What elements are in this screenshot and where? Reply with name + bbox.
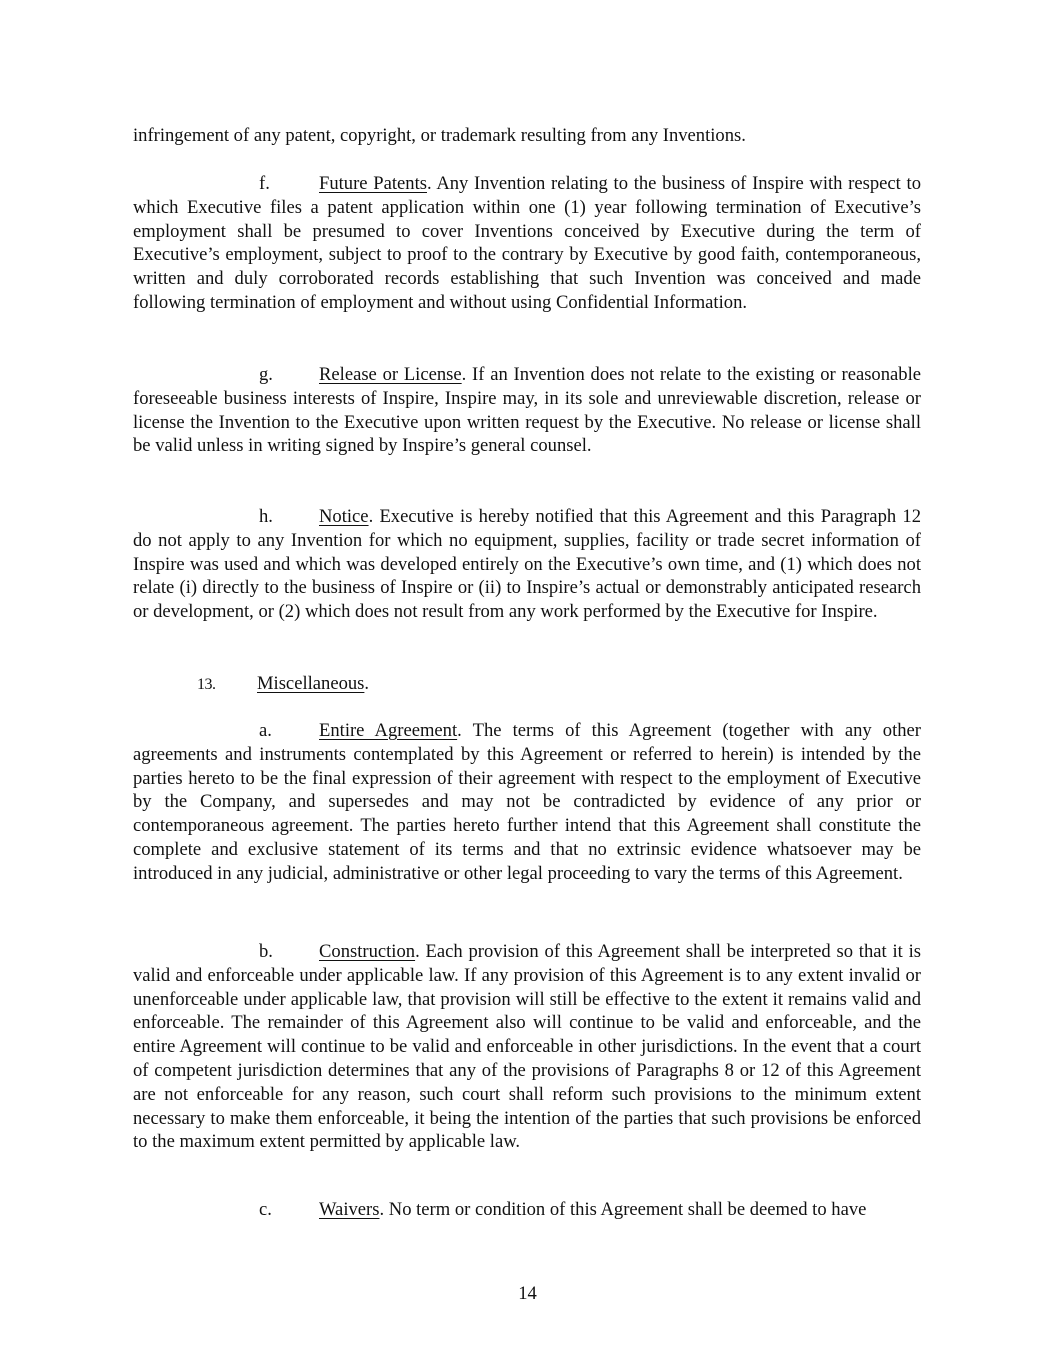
section-13-miscellaneous — [133, 672, 921, 697]
paragraph-f-future-patents — [133, 172, 921, 315]
paragraph-marker: g. — [259, 364, 273, 385]
paragraph-heading: Future Patents — [319, 173, 427, 194]
paragraph-heading: Release or License — [319, 364, 462, 385]
paragraph-text: . Executive is hereby notified that this Agreement and this Paragraph 12 do not apply to any Invention for which no equipment, supplies, facility or trade secret information of Inspire was used and which was developed entirely on the Executive’s own time, and (1) which does not relate (i) directly to the business of Inspire or (ii) to Inspire’s actual or demonstrably anticipated research or development, or (2) which does not result from any work performed by the Executive for Inspire. — [133, 506, 921, 623]
paragraph-e-continuation — [133, 124, 921, 148]
paragraph-heading: Waivers — [319, 1199, 380, 1220]
paragraph-text: . Any Invention relating to the business of Inspire with respect to which Executive files a patent application within one (1) year following termination of Executive’s employment shall be presumed to cover Inventions conceived by Executive during the term of Executive’s employment, subject to proof to the contrary by Executive by good faith, contemporaneous, written and duly corroborated records establishing that such Invention was conceived and made following termination of employment and without using Confidential Information. — [133, 173, 922, 313]
paragraph-heading: Entire Agreement — [319, 720, 458, 741]
section-number: 13. — [197, 676, 216, 693]
paragraph-text: . Each provision of this Agreement shall be interpreted so that it is valid and enforceable under applicable law. If any provision of this Agreement is to any extent invalid or unenforceable under applicable law, that provision will still be effective to the extent it remains valid and enforceable. The remainder of this Agreement also will continue to be valid and enforceable, and the entire Agreement will continue to be valid and enforceable in other jurisdictions. In the event that a court of competent jurisdiction determines that any of the provisions of Paragraphs 8 or 12 of this Agreement are not enforceable for any reason, such court shall reform such provisions to the minimum extent necessary to make them enforceable, it being the intention of the parties that such provisions be enforced to the maximum extent permitted by applicable law. — [133, 941, 921, 1153]
page-number: 14 — [518, 1283, 537, 1304]
section-heading: Miscellaneous — [257, 673, 365, 694]
section-heading-punctuation: . — [364, 673, 370, 694]
paragraph-marker: b. — [259, 941, 273, 962]
paragraph-text: . No term or condition of this Agreement shall be deemed to have — [379, 1199, 867, 1220]
paragraph-text: . The terms of this Agreement (together with any other agreements and instruments contemplated by this Agreement or referred to herein) is intended by the parties hereto to be the final expression of their agreement with respect to the employment of Executive by the Company, and supersedes and may not be contradicted by evidence of any prior or contemporaneous agreement. The parties hereto further intend that this Agreement shall constitute the complete and exclusive statement of its terms and that no extrinsic evidence whatsoever may be introduced in any judicial, administrative or other legal proceeding to vary the terms of this Agreement. — [133, 720, 921, 884]
paragraph-text: infringement of any patent, copyright, or trademark resulting from any Inventions. — [133, 125, 746, 146]
paragraph-c-waivers — [133, 1198, 921, 1222]
paragraph-a-entire-agreement — [133, 719, 921, 886]
paragraph-b-construction — [133, 940, 921, 1154]
paragraph-g-release-or-license — [133, 363, 921, 458]
paragraph-marker: c. — [259, 1199, 272, 1220]
paragraph-marker: f. — [259, 173, 270, 194]
paragraph-marker: h. — [259, 506, 273, 527]
paragraph-h-notice — [133, 505, 921, 624]
paragraph-marker: a. — [259, 720, 272, 741]
paragraph-heading: Notice — [319, 506, 369, 527]
paragraph-heading: Construction — [319, 941, 416, 962]
paragraph-text: . If an Invention does not relate to the existing or reasonable foreseeable business interests of Inspire, Inspire may, in its sole and unreviewable discretion, release or license the Invention to the Executive upon written request by the Executive. No release or license shall be valid unless in writing signed by Inspire’s general counsel. — [133, 364, 921, 457]
